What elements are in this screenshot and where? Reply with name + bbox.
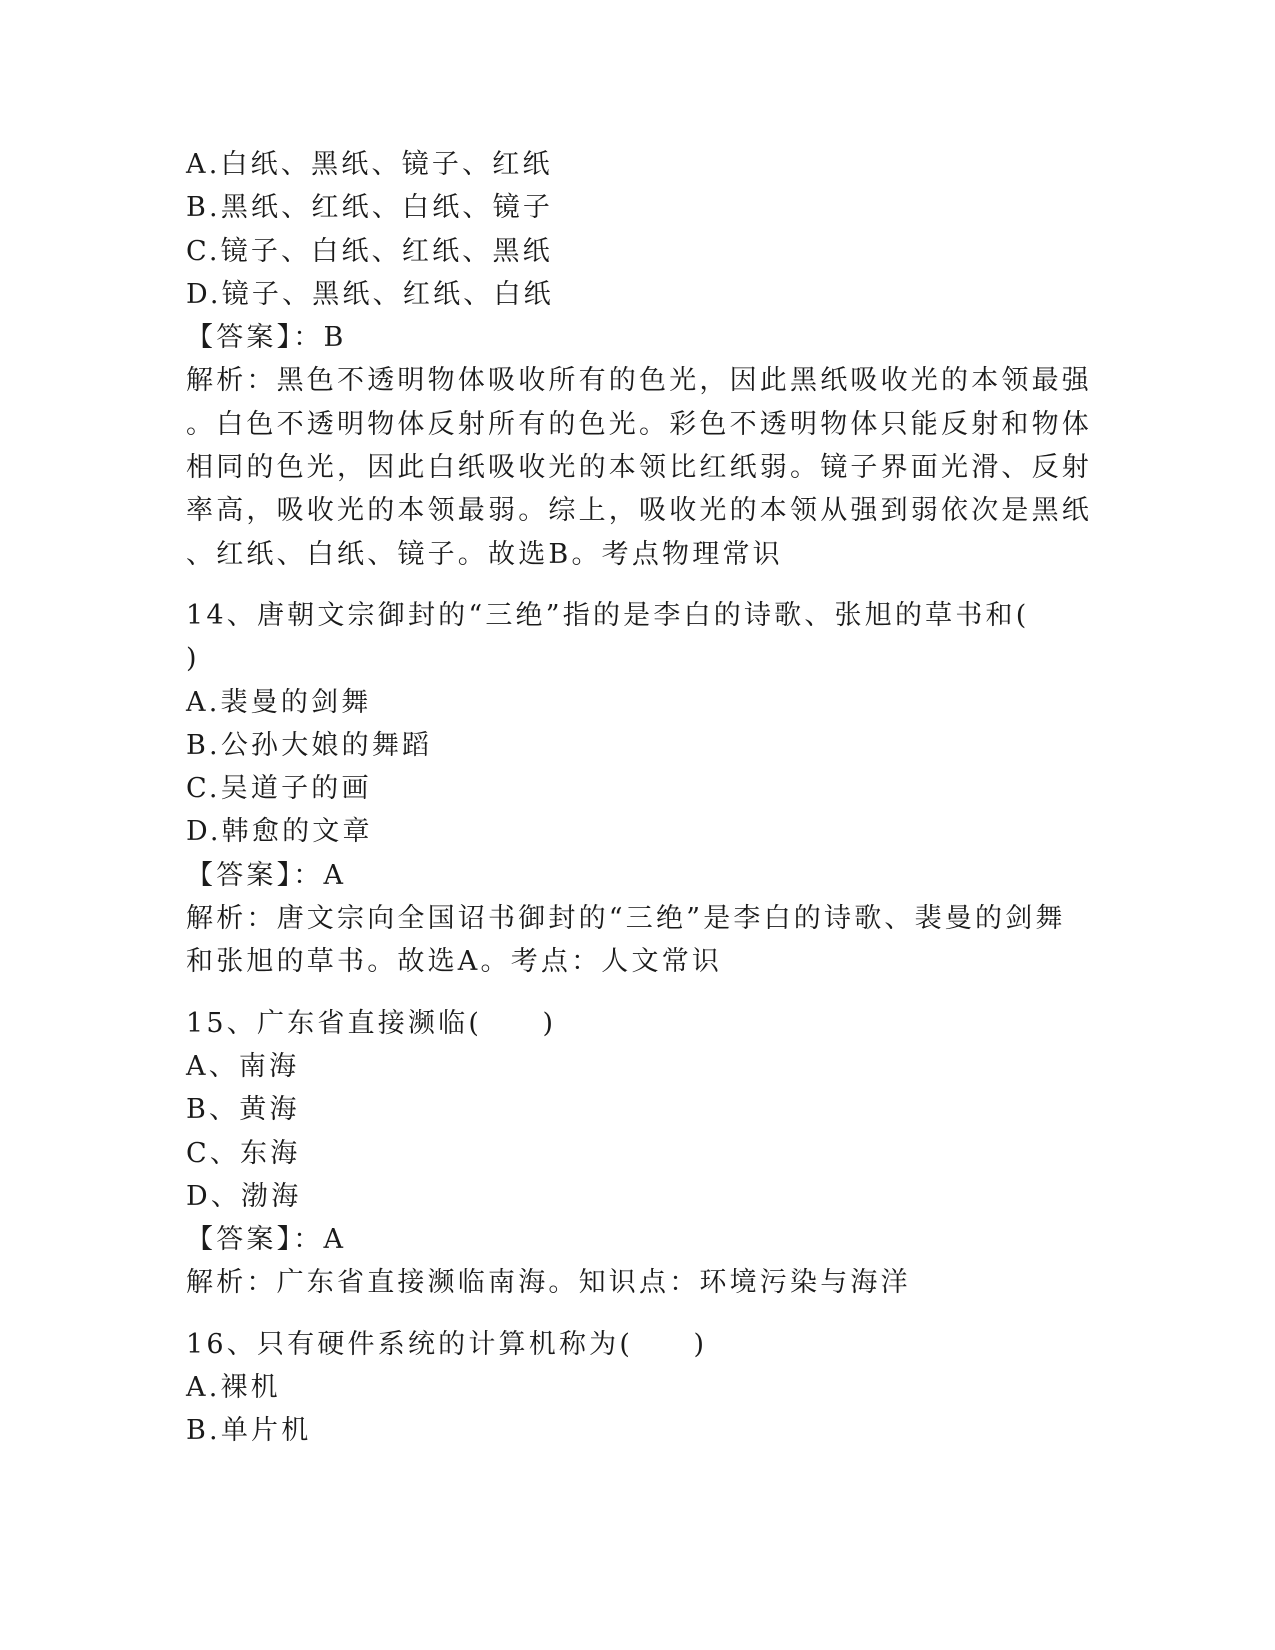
analysis-line: 解析：黑色不透明物体吸收所有的色光，因此黑纸吸收光的本领最强 xyxy=(186,365,1092,397)
analysis-line: 相同的色光，因此白纸吸收光的本领比红纸弱。镜子界面光滑、反射 xyxy=(186,452,1092,484)
option-b: B、黄海 xyxy=(186,1094,300,1126)
option-a: A、南海 xyxy=(186,1050,300,1082)
question-16-block xyxy=(186,1323,1066,1453)
option-a: A.裴曼的剑舞 xyxy=(186,686,372,718)
option-d: D、渤海 xyxy=(186,1180,302,1212)
analysis-line: 解析：唐文宗向全国诏书御封的“三绝”是李白的诗歌、裴曼的剑舞 xyxy=(186,903,1066,935)
option-a: A.白纸、黑纸、镜子、红纸 xyxy=(186,149,553,180)
option-d: D.韩愈的文章 xyxy=(186,816,373,848)
option-c: C.镜子、白纸、红纸、黑纸 xyxy=(186,235,553,267)
analysis-line: 。白色不透明物体反射所有的色光。彩色不透明物体只能反射和物体 xyxy=(186,408,1092,440)
question-text: 14、唐朝文宗御封的“三绝”指的是李白的诗歌、张旭的草书和( xyxy=(186,599,1030,631)
analysis-line: 率高，吸收光的本领最弱。综上，吸收光的本领从强到弱依次是黑纸 xyxy=(186,495,1092,527)
analysis-line: 、红纸、白纸、镜子。故选B。考点物理常识 xyxy=(186,538,783,570)
question-text: ) xyxy=(186,643,200,675)
answer-line: 【答案】：A xyxy=(186,1224,347,1256)
option-b: B.黑纸、红纸、白纸、镜子 xyxy=(186,192,554,224)
analysis-line: 和张旭的草书。故选A。考点：人文常识 xyxy=(186,946,723,978)
option-b: B.公孙大娘的舞蹈 xyxy=(186,729,433,761)
question-text: 15、广东省直接濒临( ) xyxy=(186,1007,557,1039)
option-a: A.裸机 xyxy=(186,1372,281,1404)
answer-line: 【答案】：B xyxy=(186,322,347,354)
question-14-block xyxy=(186,594,1066,984)
option-d: D.镜子、黑纸、红纸、白纸 xyxy=(186,278,554,310)
question-15-block xyxy=(186,1002,1066,1305)
analysis-line: 解析：广东省直接濒临南海。知识点：环境污染与海洋 xyxy=(186,1267,911,1299)
option-b: B.单片机 xyxy=(186,1415,312,1447)
option-c: C、东海 xyxy=(186,1137,301,1169)
answer-line: 【答案】：A xyxy=(186,859,347,891)
question-text: 16、只有硬件系统的计算机称为( ) xyxy=(186,1328,708,1360)
option-c: C.吴道子的画 xyxy=(186,773,372,805)
question-13-block xyxy=(186,143,1092,576)
document-page xyxy=(186,143,1092,1453)
